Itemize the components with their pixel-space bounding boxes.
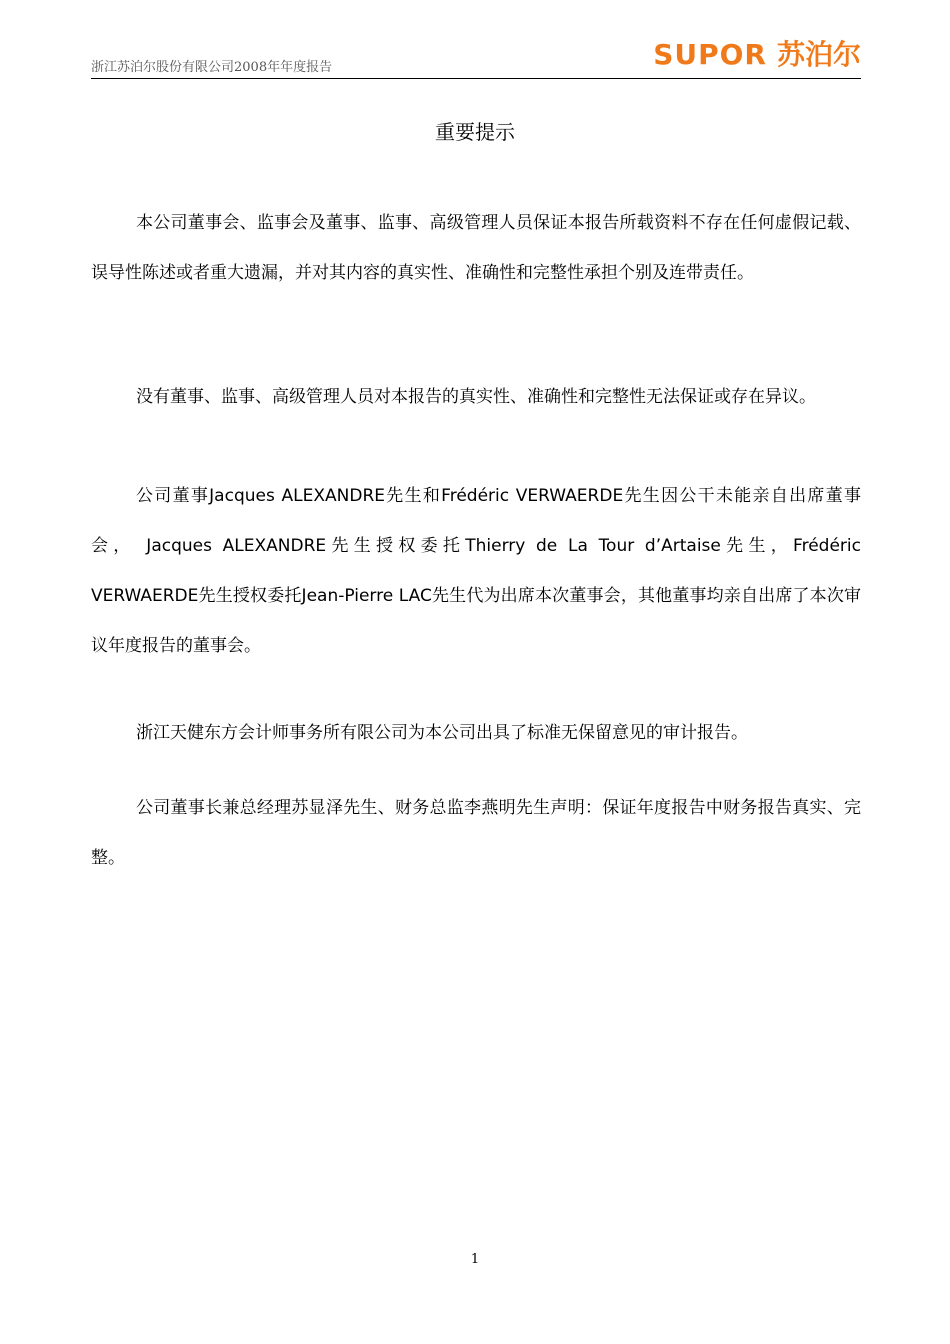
paragraph-board-attendance: 公司董事Jacques ALEXANDRE先生和Frédéric VERWAERDE先生因公干未能亲自出席董事会， Jacques ALEXANDRE先生授权委托Thierry de La Tour d’Artaise先生，Frédéric VERWAERDE先生授权委托Jean-Pierre LAC先生代为出席本次董事会，其他董事均亲自出席了本次审议年度报告的董事会。: [91, 486, 861, 656]
header-company-report: 浙江苏泊尔股份有限公司2008年年度报告: [91, 60, 333, 75]
page-header: [91, 40, 861, 79]
logo-text-cn: 苏泊尔: [776, 38, 861, 71]
paragraph-no-objection: 没有董事、监事、高级管理人员对本报告的真实性、准确性和完整性无法保证或存在异议。: [136, 387, 816, 407]
supor-logo: [653, 40, 861, 70]
page-title: 重要提示: [435, 120, 515, 144]
paragraph-financial-statement: 公司董事长兼总经理苏显泽先生、财务总监李燕明先生声明：保证年度报告中财务报告真实、完整。: [91, 798, 861, 868]
paragraph-guarantee: 本公司董事会、监事会及董事、监事、高级管理人员保证本报告所载资料不存在任何虚假记载、误导性陈述或者重大遗漏，并对其内容的真实性、准确性和完整性承担个别及连带责任。: [91, 213, 861, 283]
paragraph-audit-opinion: 浙江天健东方会计师事务所有限公司为本公司出具了标准无保留意见的审计报告。: [136, 723, 748, 743]
page-number: 1: [470, 1252, 480, 1267]
logo-text-en: SUPOR: [653, 38, 767, 71]
